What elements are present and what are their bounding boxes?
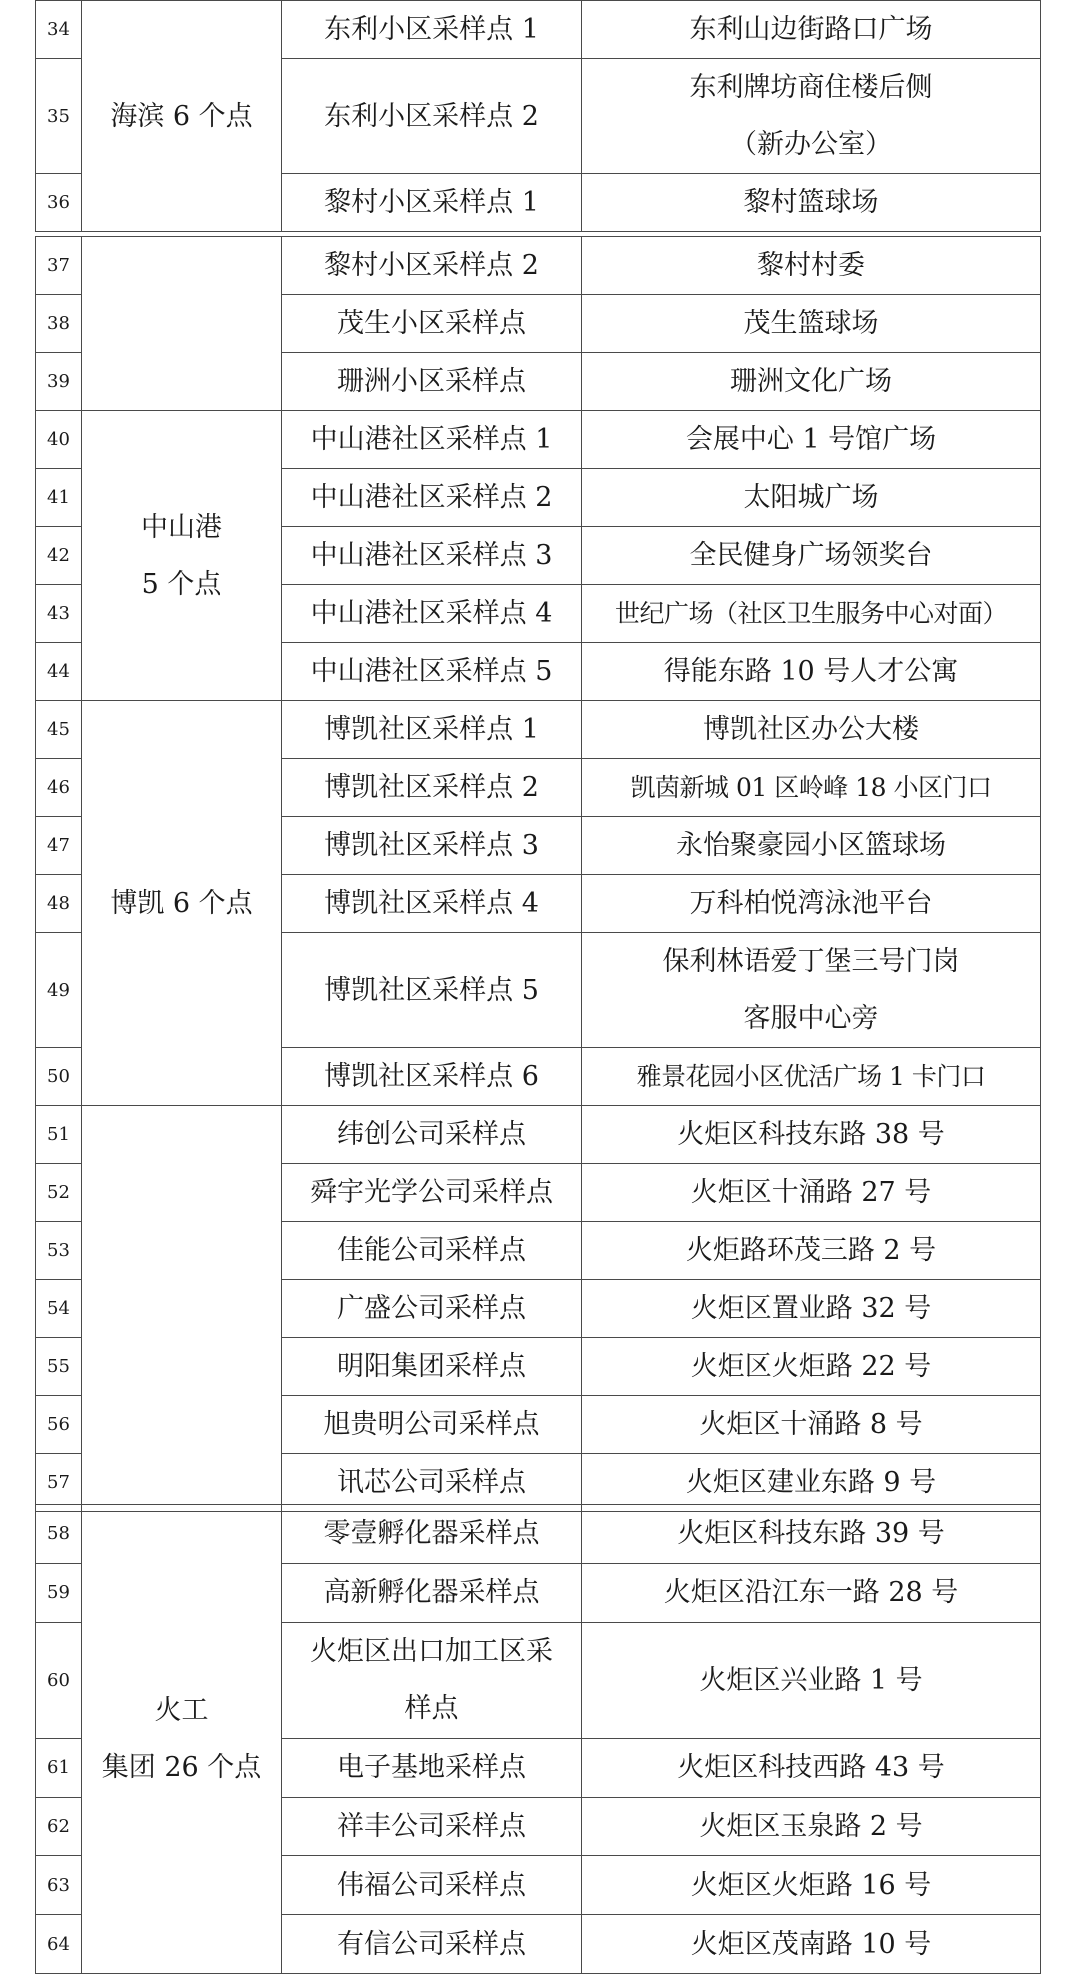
sampling-point-name bbox=[282, 411, 582, 469]
sampling-point-location bbox=[582, 1338, 1041, 1396]
table-row bbox=[36, 1106, 1041, 1164]
cell-text-line: 博凯社区采样点 6 bbox=[324, 1061, 539, 1092]
sampling-point-name bbox=[282, 1622, 582, 1738]
cell-text-line: 博凯社区采样点 4 bbox=[324, 888, 539, 919]
cell-text-line: 世纪广场（社区卫生服务中心对面） bbox=[614, 599, 1007, 628]
sampling-point-location bbox=[582, 469, 1041, 527]
sampling-point-location bbox=[582, 1222, 1041, 1280]
sampling-point-name bbox=[282, 759, 582, 817]
cell-text-line: 得能东路 10 号人才公寓 bbox=[663, 656, 959, 687]
cell-text-line: 全民健身广场领奖台 bbox=[689, 540, 933, 571]
sampling-point-location bbox=[582, 411, 1041, 469]
sampling-points-table bbox=[35, 236, 1041, 1512]
row-number: 63 bbox=[36, 1856, 82, 1915]
row-number: 62 bbox=[36, 1797, 82, 1856]
sampling-point-name bbox=[282, 1048, 582, 1106]
cell-text-line: 高新孵化器采样点 bbox=[323, 1577, 540, 1609]
district-group-cell bbox=[82, 1, 282, 232]
sampling-point-location bbox=[582, 875, 1041, 933]
cell-text-line: 中山港社区采样点 2 bbox=[310, 482, 553, 513]
cell-text-line: 伟福公司采样点 bbox=[337, 1869, 526, 1901]
sampling-point-location bbox=[582, 1856, 1041, 1915]
sampling-point-location bbox=[582, 174, 1041, 232]
sampling-point-name bbox=[282, 701, 582, 759]
cell-text-line: 火炬区兴业路 1 号 bbox=[699, 1664, 923, 1696]
cell-text-line: 会展中心 1 号馆广场 bbox=[685, 424, 937, 455]
sampling-point-name bbox=[282, 1454, 582, 1512]
sampling-point-location bbox=[582, 1396, 1041, 1454]
cell-text-line: 纬创公司采样点 bbox=[337, 1119, 526, 1150]
cell-text-line: 东利小区采样点 1 bbox=[324, 14, 539, 45]
cell-text-line: 火炬区沿江东一路 28 号 bbox=[663, 1577, 959, 1609]
sampling-point-location bbox=[582, 817, 1041, 875]
cell-text-line: 零壹孵化器采样点 bbox=[323, 1518, 540, 1550]
cell-text-line: 东利牌坊商住楼后侧 bbox=[689, 72, 933, 103]
sampling-point-name bbox=[282, 817, 582, 875]
district-group-cell bbox=[82, 701, 282, 1106]
sampling-point-name bbox=[282, 585, 582, 643]
row-number: 38 bbox=[36, 295, 82, 353]
row-number: 47 bbox=[36, 817, 82, 875]
cell-text-line: 旭贵明公司采样点 bbox=[323, 1409, 540, 1440]
row-number: 53 bbox=[36, 1222, 82, 1280]
row-number: 39 bbox=[36, 353, 82, 411]
sampling-point-location bbox=[582, 759, 1041, 817]
sampling-point-name bbox=[282, 469, 582, 527]
table-row bbox=[36, 1505, 1041, 1564]
cell-text-line: 祥丰公司采样点 bbox=[337, 1811, 526, 1843]
district-group-cell bbox=[82, 237, 282, 411]
row-number: 61 bbox=[36, 1738, 82, 1797]
row-number: 60 bbox=[36, 1622, 82, 1738]
sampling-point-name bbox=[282, 1280, 582, 1338]
row-number: 34 bbox=[36, 1, 82, 59]
sampling-point-name bbox=[282, 1797, 582, 1856]
row-number: 55 bbox=[36, 1338, 82, 1396]
cell-text-line: 火炬区十涌路 8 号 bbox=[699, 1409, 923, 1440]
sampling-point-name bbox=[282, 1856, 582, 1915]
sampling-point-location bbox=[582, 1, 1041, 59]
row-number: 57 bbox=[36, 1454, 82, 1512]
cell-text-line: 中山港社区采样点 4 bbox=[310, 598, 553, 629]
cell-text-line: 火炬路环茂三路 2 号 bbox=[685, 1235, 937, 1266]
cell-text-line: 火工 bbox=[154, 1695, 209, 1726]
sampling-point-name bbox=[282, 1563, 582, 1622]
cell-text-line: 博凯社区采样点 2 bbox=[324, 772, 539, 803]
sampling-point-location bbox=[582, 701, 1041, 759]
sampling-point-name bbox=[282, 295, 582, 353]
cell-text-line: 珊洲小区采样点 bbox=[337, 366, 526, 397]
sampling-point-name bbox=[282, 1106, 582, 1164]
district-group-cell bbox=[82, 1106, 282, 1512]
cell-text-line: 中山港社区采样点 3 bbox=[310, 540, 553, 571]
table-row bbox=[36, 1, 1041, 59]
cell-text-line: 火炬区出口加工区采 bbox=[310, 1636, 553, 1668]
cell-text-line: 火炬区建业东路 9 号 bbox=[685, 1467, 937, 1498]
cell-text-line: 博凯社区采样点 1 bbox=[324, 714, 539, 745]
sampling-point-location bbox=[582, 1738, 1041, 1797]
cell-text-line: （新办公室） bbox=[730, 129, 892, 160]
cell-text-line: 5 个点 bbox=[141, 568, 222, 600]
table-row bbox=[36, 701, 1041, 759]
sampling-point-location bbox=[582, 933, 1041, 1048]
row-number: 51 bbox=[36, 1106, 82, 1164]
cell-text-line: 火炬区玉泉路 2 号 bbox=[699, 1811, 923, 1843]
cell-text-line: 火炬区火炬路 22 号 bbox=[690, 1351, 932, 1382]
row-number: 37 bbox=[36, 237, 82, 295]
row-number: 36 bbox=[36, 174, 82, 232]
sampling-point-location bbox=[582, 1563, 1041, 1622]
sampling-points-table bbox=[35, 0, 1041, 232]
cell-text-line: 讯芯公司采样点 bbox=[337, 1467, 526, 1498]
sampling-point-location bbox=[582, 59, 1041, 174]
cell-text-line: 博凯 6 个点 bbox=[110, 887, 253, 919]
cell-text-line: 凯茵新城 01 区岭峰 18 小区门口 bbox=[630, 773, 992, 802]
cell-text-line: 黎村小区采样点 2 bbox=[324, 250, 539, 281]
cell-text-line: 有信公司采样点 bbox=[337, 1928, 526, 1960]
sampling-point-location bbox=[582, 1454, 1041, 1512]
district-group-cell bbox=[82, 411, 282, 701]
cell-text-line: 保利林语爱丁堡三号门岗 bbox=[662, 946, 960, 977]
district-group-cell bbox=[82, 1505, 282, 1974]
cell-text-line: 博凯社区采样点 5 bbox=[324, 974, 539, 1006]
cell-text-line: 火炬区科技东路 39 号 bbox=[677, 1518, 945, 1550]
cell-text-line: 雅景花园小区优活广场 1 卡门口 bbox=[636, 1062, 986, 1091]
cell-text-line: 珊洲文化广场 bbox=[730, 366, 892, 397]
cell-text-line: 博凯社区办公大楼 bbox=[703, 714, 919, 745]
sampling-point-name bbox=[282, 1738, 582, 1797]
row-number: 41 bbox=[36, 469, 82, 527]
row-number: 44 bbox=[36, 643, 82, 701]
sampling-point-location bbox=[582, 1622, 1041, 1738]
cell-text-line: 集团 26 个点 bbox=[101, 1752, 262, 1783]
row-number: 46 bbox=[36, 759, 82, 817]
sampling-point-name bbox=[282, 933, 582, 1048]
cell-text-line: 样点 bbox=[404, 1693, 459, 1725]
sampling-point-location bbox=[582, 527, 1041, 585]
row-number: 45 bbox=[36, 701, 82, 759]
sampling-point-name bbox=[282, 353, 582, 411]
cell-text-line: 茂生小区采样点 bbox=[337, 308, 526, 339]
cell-text-line: 黎村村委 bbox=[757, 250, 865, 281]
sampling-point-location bbox=[582, 237, 1041, 295]
sampling-point-location bbox=[582, 353, 1041, 411]
cell-text-line: 明阳集团采样点 bbox=[337, 1351, 526, 1382]
cell-text-line: 博凯社区采样点 3 bbox=[324, 830, 539, 861]
cell-text-line: 舜宇光学公司采样点 bbox=[310, 1177, 553, 1208]
row-number: 59 bbox=[36, 1563, 82, 1622]
cell-text-line: 永怡聚豪园小区篮球场 bbox=[676, 830, 946, 861]
row-number: 50 bbox=[36, 1048, 82, 1106]
cell-text-line: 黎村篮球场 bbox=[743, 187, 879, 218]
row-number: 48 bbox=[36, 875, 82, 933]
cell-text-line: 万科柏悦湾泳池平台 bbox=[689, 888, 933, 919]
sampling-point-name bbox=[282, 1396, 582, 1454]
cell-text-line: 中山港社区采样点 5 bbox=[310, 656, 553, 687]
table-row bbox=[36, 237, 1041, 295]
sampling-point-name bbox=[282, 1222, 582, 1280]
row-number: 54 bbox=[36, 1280, 82, 1338]
cell-text-line: 客服中心旁 bbox=[743, 1003, 879, 1034]
sampling-point-location bbox=[582, 643, 1041, 701]
row-number: 52 bbox=[36, 1164, 82, 1222]
sampling-point-location bbox=[582, 1505, 1041, 1564]
row-number: 56 bbox=[36, 1396, 82, 1454]
sampling-point-name bbox=[282, 59, 582, 174]
row-number: 42 bbox=[36, 527, 82, 585]
cell-text-line: 茂生篮球场 bbox=[743, 308, 879, 339]
sampling-point-location bbox=[582, 1797, 1041, 1856]
sampling-point-name bbox=[282, 1505, 582, 1564]
row-number: 35 bbox=[36, 59, 82, 174]
cell-text-line: 东利山边街路口广场 bbox=[689, 14, 933, 45]
cell-text-line: 火炬区茂南路 10 号 bbox=[690, 1928, 932, 1960]
cell-text-line: 广盛公司采样点 bbox=[337, 1293, 526, 1324]
cell-text-line: 火炬区置业路 32 号 bbox=[690, 1293, 932, 1324]
sampling-point-name bbox=[282, 643, 582, 701]
cell-text-line: 火炬区火炬路 16 号 bbox=[690, 1869, 932, 1901]
sampling-point-name bbox=[282, 1338, 582, 1396]
cell-text-line: 黎村小区采样点 1 bbox=[324, 187, 539, 218]
cell-text-line: 火炬区科技东路 38 号 bbox=[677, 1119, 945, 1150]
sampling-point-location bbox=[582, 1048, 1041, 1106]
cell-text-line: 中山港 bbox=[141, 511, 222, 543]
sampling-point-name bbox=[282, 875, 582, 933]
row-number: 58 bbox=[36, 1505, 82, 1564]
sampling-point-name bbox=[282, 1164, 582, 1222]
cell-text-line: 太阳城广场 bbox=[743, 482, 879, 513]
sampling-point-name bbox=[282, 1, 582, 59]
cell-text-line: 中山港社区采样点 1 bbox=[310, 424, 553, 455]
sampling-point-location bbox=[582, 295, 1041, 353]
row-number: 40 bbox=[36, 411, 82, 469]
sampling-points-table bbox=[35, 1504, 1041, 1974]
sampling-point-location bbox=[582, 585, 1041, 643]
sampling-point-location bbox=[582, 1164, 1041, 1222]
cell-text-line: 火炬区十涌路 27 号 bbox=[690, 1177, 932, 1208]
sampling-point-location bbox=[582, 1915, 1041, 1974]
sampling-point-name bbox=[282, 1915, 582, 1974]
sampling-point-location bbox=[582, 1280, 1041, 1338]
table-row bbox=[36, 411, 1041, 469]
cell-text-line: 海滨 6 个点 bbox=[110, 100, 253, 132]
cell-text-line: 东利小区采样点 2 bbox=[324, 100, 539, 132]
row-number: 49 bbox=[36, 933, 82, 1048]
row-number: 64 bbox=[36, 1915, 82, 1974]
cell-text-line: 电子基地采样点 bbox=[337, 1752, 526, 1784]
cell-text-line: 火炬区科技西路 43 号 bbox=[677, 1752, 945, 1784]
sampling-point-name bbox=[282, 237, 582, 295]
sampling-point-name bbox=[282, 174, 582, 232]
sampling-point-location bbox=[582, 1106, 1041, 1164]
cell-text-line: 佳能公司采样点 bbox=[337, 1235, 526, 1266]
sampling-point-name bbox=[282, 527, 582, 585]
row-number: 43 bbox=[36, 585, 82, 643]
